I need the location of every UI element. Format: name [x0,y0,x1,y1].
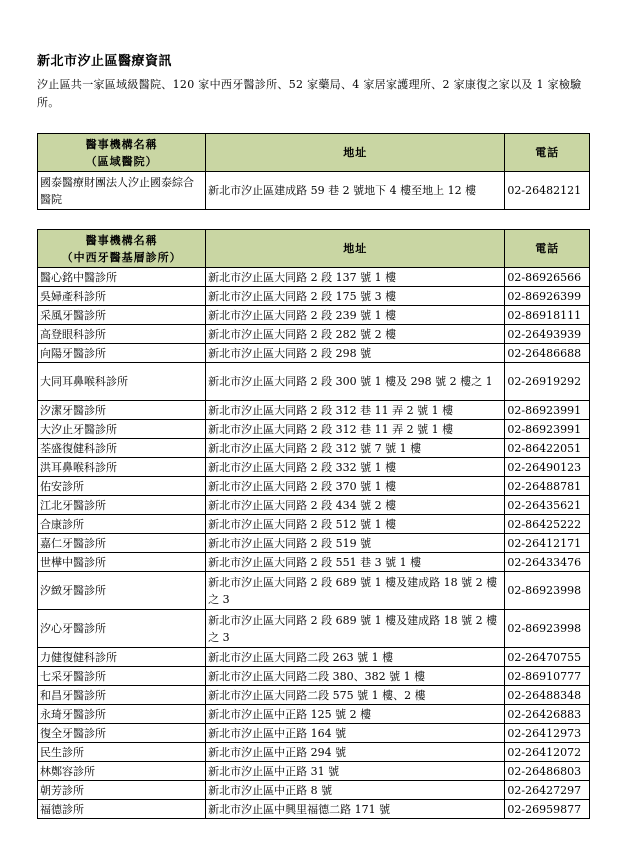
institution-phone: 02-86923991 [505,420,590,439]
institution-name: 醫心銘中醫診所 [38,268,206,287]
institution-phone: 02-26919292 [505,363,590,401]
institution-phone: 02-26490123 [505,458,590,477]
institution-name: 合康診所 [38,515,206,534]
institution-address: 新北市汐止區大同路 2 段 137 號 1 樓 [206,268,505,287]
institution-phone: 02-86923998 [505,610,590,648]
institution-name: 林鄭容診所 [38,762,206,781]
table-row [38,344,590,363]
institution-name: 朝芳診所 [38,781,206,800]
institution-address: 新北市汐止區中正路 164 號 [206,724,505,743]
institution-name: 民生診所 [38,743,206,762]
institution-address: 新北市汐止區大同路二段 263 號 1 樓 [206,648,505,667]
institution-name: 向陽牙醫診所 [38,344,206,363]
institution-phone: 02-26482121 [505,172,590,210]
table-row [38,401,590,420]
institution-phone: 02-86926566 [505,268,590,287]
institution-address: 新北市汐止區中正路 125 號 2 樓 [206,705,505,724]
institution-address: 新北市汐止區大同路 2 段 175 號 3 樓 [206,287,505,306]
regional-hospital-table [37,133,590,210]
institution-phone: 02-26426883 [505,705,590,724]
institution-address: 新北市汐止區大同路 2 段 312 巷 11 弄 2 號 1 樓 [206,420,505,439]
institution-name: 永琦牙醫診所 [38,705,206,724]
institution-phone: 02-86923991 [505,401,590,420]
table-row [38,534,590,553]
table-row [38,781,590,800]
table-row [38,800,590,819]
institution-address: 新北市汐止區大同路 2 段 689 號 1 樓及建成路 18 號 2 樓之 3 [206,572,505,610]
institution-phone: 02-26959877 [505,800,590,819]
institution-address: 新北市汐止區大同路 2 段 434 號 2 樓 [206,496,505,515]
institution-name: 江北牙醫診所 [38,496,206,515]
institution-address: 新北市汐止區大同路 2 段 512 號 1 樓 [206,515,505,534]
institution-phone: 02-86422051 [505,439,590,458]
institution-name: 復全牙醫診所 [38,724,206,743]
header-phone: 電話 [505,134,590,172]
institution-phone: 02-26486803 [505,762,590,781]
institution-phone: 02-26486688 [505,344,590,363]
table-row [38,762,590,781]
institution-name: 荃盛復健科診所 [38,439,206,458]
institution-address: 新北市汐止區大同路 2 段 312 號 7 號 1 樓 [206,439,505,458]
institution-address: 新北市汐止區大同路 2 段 239 號 1 樓 [206,306,505,325]
institution-phone: 02-26427297 [505,781,590,800]
table-row [38,496,590,515]
table-row [38,686,590,705]
table-row [38,363,590,401]
institution-phone: 02-26412072 [505,743,590,762]
institution-name: 世樺中醫診所 [38,553,206,572]
intro-paragraph: 汐止區共一家區域級醫院、120 家中西牙醫診所、52 家藥局、4 家居家護理所、2 家康復之家以及 1 家檢驗所。 [37,78,582,109]
institution-address: 新北市汐止區中正路 294 號 [206,743,505,762]
table-row [38,420,590,439]
institution-name: 力健復健科診所 [38,648,206,667]
institution-name: 采風牙醫診所 [38,306,206,325]
table-row [38,667,590,686]
institution-phone: 02-26412171 [505,534,590,553]
institution-name: 吳婦產科診所 [38,287,206,306]
header-address: 地址 [206,230,505,268]
institution-address: 新北市汐止區大同路二段 380、382 號 1 樓 [206,667,505,686]
institution-phone: 02-26493939 [505,325,590,344]
table-header-row [38,134,590,172]
institution-name: 福德診所 [38,800,206,819]
institution-phone: 02-86923998 [505,572,590,610]
table-row [38,325,590,344]
table-row [38,648,590,667]
institution-name: 汐緻牙醫診所 [38,572,206,610]
table-row [38,572,590,610]
institution-address: 新北市汐止區中正路 31 號 [206,762,505,781]
institution-name: 汐潔牙醫診所 [38,401,206,420]
institution-phone: 02-86918111 [505,306,590,325]
institution-phone: 02-26435621 [505,496,590,515]
institution-phone: 02-26470755 [505,648,590,667]
table-row [38,705,590,724]
table-row [38,172,590,210]
table-row [38,724,590,743]
institution-address: 新北市汐止區大同路 2 段 551 巷 3 號 1 樓 [206,553,505,572]
table-row [38,477,590,496]
table-row [38,610,590,648]
institution-phone: 02-26433476 [505,553,590,572]
table-row [38,268,590,287]
institution-phone: 02-26488781 [505,477,590,496]
institution-name: 汐心牙醫診所 [38,610,206,648]
institution-address: 新北市汐止區大同路 2 段 312 巷 11 弄 2 號 1 樓 [206,401,505,420]
institution-phone: 02-86425222 [505,515,590,534]
institution-name: 高登眼科診所 [38,325,206,344]
institution-phone: 02-26412973 [505,724,590,743]
institution-name: 大汐止牙醫診所 [38,420,206,439]
table-header-row [38,230,590,268]
institution-address: 新北市汐止區大同路 2 段 282 號 2 樓 [206,325,505,344]
institution-address: 新北市汐止區中正路 8 號 [206,781,505,800]
institution-address: 新北市汐止區大同路 2 段 300 號 1 樓及 298 號 2 樓之 1 [206,363,505,401]
institution-phone: 02-26488348 [505,686,590,705]
header-phone: 電話 [505,230,590,268]
clinic-table [37,229,590,819]
institution-name: 洪耳鼻喉科診所 [38,458,206,477]
table-row [38,287,590,306]
institution-name: 和昌牙醫診所 [38,686,206,705]
institution-address: 新北市汐止區大同路 2 段 332 號 1 樓 [206,458,505,477]
header-institution-name: 醫事機構名稱 （中西牙醫基層診所） [38,230,206,268]
institution-name: 嘉仁牙醫診所 [38,534,206,553]
clinic-table-body [38,268,590,819]
institution-phone: 02-86910777 [505,667,590,686]
table-row [38,743,590,762]
table-row [38,458,590,477]
page-title: 新北市汐止區醫療資訊 [37,54,173,69]
institution-name: 七采牙醫診所 [38,667,206,686]
table-row [38,515,590,534]
institution-name: 國泰醫療財團法人汐止國泰綜合醫院 [38,172,206,210]
table-row [38,553,590,572]
institution-address: 新北市汐止區大同路 2 段 370 號 1 樓 [206,477,505,496]
institution-address: 新北市汐止區大同路 2 段 689 號 1 樓及建成路 18 號 2 樓之 3 [206,610,505,648]
institution-address: 新北市汐止區建成路 59 巷 2 號地下 4 樓至地上 12 樓 [206,172,505,210]
institution-address: 新北市汐止區大同路 2 段 519 號 [206,534,505,553]
institution-address: 新北市汐止區大同路二段 575 號 1 樓、2 樓 [206,686,505,705]
institution-name: 大同耳鼻喉科診所 [38,363,206,401]
header-institution-name: 醫事機構名稱 （區域醫院） [38,134,206,172]
institution-name: 佑安診所 [38,477,206,496]
header-address: 地址 [206,134,505,172]
table-row [38,306,590,325]
institution-phone: 02-86926399 [505,287,590,306]
table-row [38,439,590,458]
institution-address: 新北市汐止區中興里福德二路 171 號 [206,800,505,819]
institution-address: 新北市汐止區大同路 2 段 298 號 [206,344,505,363]
